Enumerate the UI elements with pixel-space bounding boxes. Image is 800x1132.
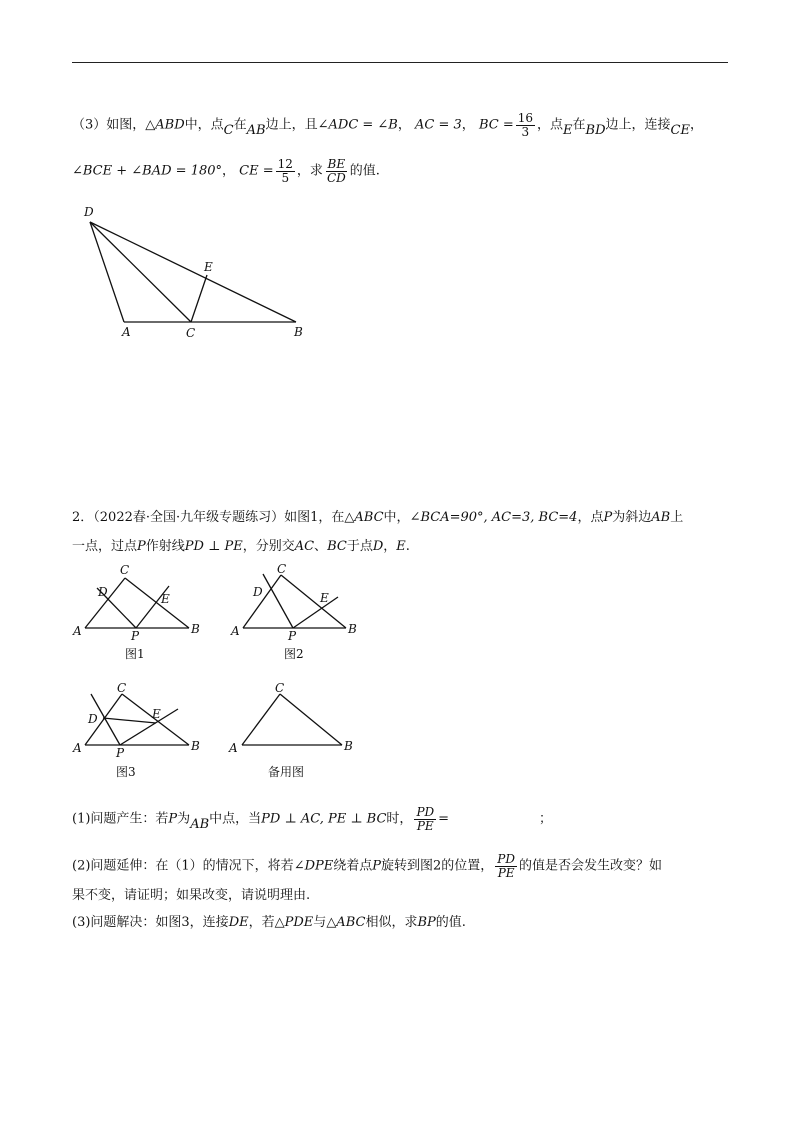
sub2-line1: (2)问题延伸：在（1）的情况下，将若∠DPE绕着点P旋转到图2的位置， $\frac{PD}{PE}$ 的值是否会发生改变？如 [72, 852, 663, 880]
fig4-CB [280, 694, 342, 745]
fig3-label-E: E [152, 707, 161, 721]
sub1-line: (1)问题产生：若P为AB中点，当PD ⊥ AC, PE ⊥ BC时， $\frac{PD}{PE}$ = ； [72, 805, 553, 833]
q2-line2: 一点，过点P作射线PD ⊥ PE，分别交AC、BC于点D，E. [72, 539, 410, 554]
fig3-label-P: P [116, 746, 125, 760]
fig2-caption: 图2 [284, 647, 304, 661]
part3-line1: （3）如图，△ABD中，点C在AB边上，且∠ADC = ∠B， AC = 3， BC = $\frac{16}{3}$ ，点E在BD边上，连接CE， [72, 111, 703, 139]
figure-4 [228, 681, 353, 779]
sub2-line2: 果不变，请证明；如果改变，请说明理由. [72, 888, 311, 903]
label-B: B [294, 325, 303, 339]
q2-line1: 2．（2022春·全国·九年级专题练习）如图1，在△ABC中，∠BCA=90°, AC=3, BC=4，点P为斜边AB上 [72, 510, 684, 525]
fig1-PD [104, 595, 136, 628]
label-D: D [84, 205, 94, 219]
fig3-DE [103, 718, 156, 723]
fig1-label-A: A [73, 624, 82, 638]
label-E: E [204, 260, 213, 274]
sub2-fraction: $\frac{PD}{PE}$ [497, 852, 515, 880]
bc-fraction: $\frac{16}{3}$ [517, 111, 534, 139]
label-A: A [122, 325, 131, 339]
label-C: C [186, 326, 196, 340]
fig4-label-B: B [344, 739, 353, 753]
fig3-label-D: D [88, 712, 98, 726]
ratio-fraction: $\frac{BE}{CD}$ [326, 157, 346, 185]
sub1-fraction: $\frac{PD}{PE}$ [416, 805, 435, 833]
fig4-caption: 备用图 [268, 765, 305, 779]
fig4-AC [242, 694, 280, 745]
fig4-label-A: A [229, 741, 238, 755]
fig2-AC [243, 575, 281, 628]
fig3-label-A: A [73, 741, 82, 755]
figure-1 [72, 563, 200, 661]
fig2-label-E: E [320, 591, 329, 605]
fig2-label-D: D [253, 585, 263, 599]
part3-line2: ∠BCE + ∠BAD = 180°， CE = $\frac{12}{5}$ ，求 $\frac{BE}{CD}$ 的值. [72, 157, 380, 185]
fig1-label-B: B [191, 622, 200, 636]
fig2-PD [263, 574, 293, 628]
fig1-caption: 图1 [125, 647, 145, 661]
sub3-line: (3)问题解决：如图3，连接DE，若△PDE与△ABC相似，求BP的值. [72, 915, 466, 930]
fig2-label-P: P [288, 629, 297, 643]
fig2-label-B: B [348, 622, 357, 636]
fig1-label-E: E [161, 592, 170, 606]
fig2-label-C: C [277, 562, 287, 576]
figure-2 [230, 562, 357, 661]
fig3-label-B: B [191, 739, 200, 753]
fig1-label-P: P [131, 629, 140, 643]
fig2-PE [293, 597, 338, 628]
fig3-label-C: C [117, 681, 127, 695]
fig1-CB [125, 578, 189, 628]
fig2-label-A: A [231, 624, 240, 638]
fig4-label-C: C [275, 681, 285, 695]
fig1-label-C: C [120, 563, 130, 577]
fig3-caption: 图3 [116, 765, 136, 779]
figure-3 [72, 681, 200, 779]
fig1-label-D: D [98, 585, 108, 599]
fig2-CB [281, 575, 346, 628]
ce-fraction: $\frac{12}{5}$ [277, 157, 293, 185]
